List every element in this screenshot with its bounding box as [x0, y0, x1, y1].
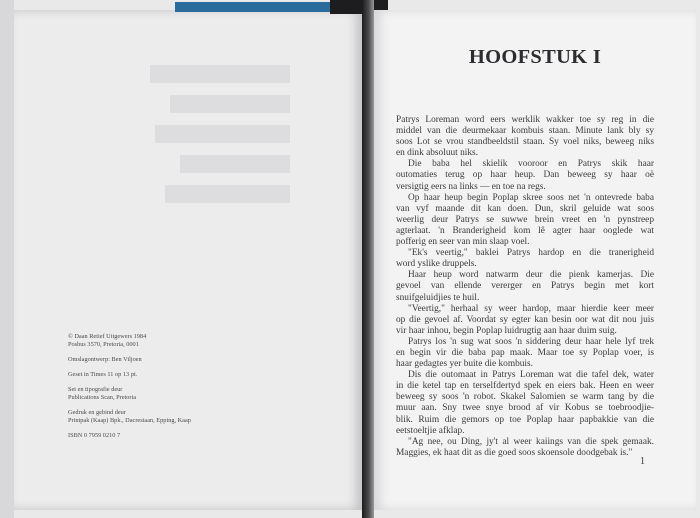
text-line: en begin vir die baba pap maak. Maar toe sy Poplap voer, is [396, 347, 654, 358]
colophon-group [68, 333, 318, 349]
page-number: 1 [640, 456, 645, 467]
text-line: "Ek's veertig," baklei Patrys hardop en die tranerigheid [408, 248, 654, 259]
paragraph [396, 159, 654, 192]
colophon-line: Publications Scan, Pretoria [68, 394, 137, 401]
copyright-colophon [68, 333, 318, 447]
text-line: soos Lot se vrou standbeeldstil staan. Sy voel niks, beweeg niks [396, 137, 654, 148]
text-line: vir haar inhou, begin Poplap luidrugtig aan haar duim suig. [396, 325, 617, 336]
text-line: blik. Ruim die gemors op toe Poplap haar papbakkie van die [396, 414, 654, 425]
colophon-group [68, 409, 318, 425]
text-line: eetstoeltjie afklap. [396, 425, 465, 436]
colophon-line: Geset in Times 11 op 13 pt. [68, 371, 138, 378]
colophon-line: © Daan Retief Uitgewers 1984 [68, 333, 147, 340]
text-line: middel van die deurmekaar kombuis staan. Minute lank bly sy [396, 126, 654, 137]
text-line: beweeg sy soos 'n robot. Skakel Salomien se warm tang by die [396, 392, 654, 403]
text-line: gevoel van ellende vererger en Patrys begin met kort [396, 281, 654, 292]
text-line: Maggies, ek haat dit as die goed soos skoensole doodgebak is." [396, 447, 633, 458]
text-line: agterlaat. 'n Branderigheid kom lê agter haar ooglede wat [396, 225, 654, 236]
text-line: en dink absoluut niks. [396, 148, 479, 159]
text-line: "Ag nee, ou Ding, jy't al weer kaiings van die spek gemaak. [408, 436, 654, 447]
book-edge [0, 0, 14, 518]
paragraph [396, 115, 654, 159]
text-line: van vyf maande dit kan doen. Dun, skril geluide wat soos [396, 203, 654, 214]
text-line: Haar heup word natwarm deur die pienk kamerjas. Die [408, 270, 654, 281]
chapter-title: HOOFSTUK I [468, 46, 602, 68]
text-line: haar gedagtes yer buite die kombuis. [396, 359, 533, 370]
colophon-line: Printpak (Kaap) Bpk., Dacresiaan, Epping, Kaap [68, 417, 191, 424]
text-line: pofferig en seer van min slaap voel. [396, 237, 530, 248]
paragraph [396, 370, 654, 437]
text-line: op die gevoel af. Voordat sy egter kan besin oor wat dit nou juis [396, 314, 654, 325]
colophon-group [68, 386, 318, 402]
text-line: word yslike druppels. [396, 259, 477, 270]
text-line: muur aan. Sny twee snye brood af vir Kobus se toebroodjie- [396, 403, 654, 414]
text-line: Patrys los 'n sug wat soos 'n siddering deur haar hele lyf trek [408, 336, 654, 347]
colophon-group [68, 371, 318, 379]
text-line: "Veertig," herhaal sy weer hardop, maar hierdie keer meer [408, 303, 654, 314]
text-line: in die ketel tap en terselfdertyd spek en eiers bak. Heen en weer [396, 381, 654, 392]
text-line: snuifgeluidjies te huil. [396, 292, 480, 303]
colophon-line: Posbus 3570, Pretoria, 0001 [68, 341, 139, 348]
paragraph [396, 248, 654, 270]
paragraph [396, 304, 654, 337]
paragraph [396, 193, 654, 248]
text-line: Op haar heup begin Poplap skree soos net 'n ontevrede baba [408, 192, 654, 203]
colophon-line: Set en tipografie deur [68, 386, 123, 393]
colophon-group [68, 356, 318, 364]
text-line: Dis die outomaat in Patrys Loreman wat die tafel dek, water [408, 370, 654, 381]
show-through-ghost-text [145, 55, 295, 225]
text-line: weerlig deur Patrys se suwwe brein vreet en 'n pynstreep [396, 214, 654, 225]
chapter-body-text [396, 115, 654, 459]
text-line: Patrys Loreman word eers werklik wakker toe sy reg in die [396, 115, 654, 125]
colophon-line: ISBN 0 7959 0210 7 [68, 432, 121, 439]
text-line: versigtig eers na links — en toe na regs. [396, 181, 546, 192]
colophon-group [68, 432, 318, 440]
colophon-line: Omslagontwerp: Ben Viljoen [68, 356, 142, 363]
text-line: outomaties terug op haar heup. Dan beweeg sy haar oë [396, 170, 654, 181]
paragraph [396, 270, 654, 303]
book-spine [362, 0, 374, 518]
paragraph [396, 337, 654, 370]
text-line: Die baba hel skielik vooroor en Patrys skik haar [408, 159, 654, 170]
paragraph [396, 437, 654, 459]
colophon-line: Gedruk en gebind deur [68, 409, 126, 416]
show-through-marks [145, 55, 295, 225]
